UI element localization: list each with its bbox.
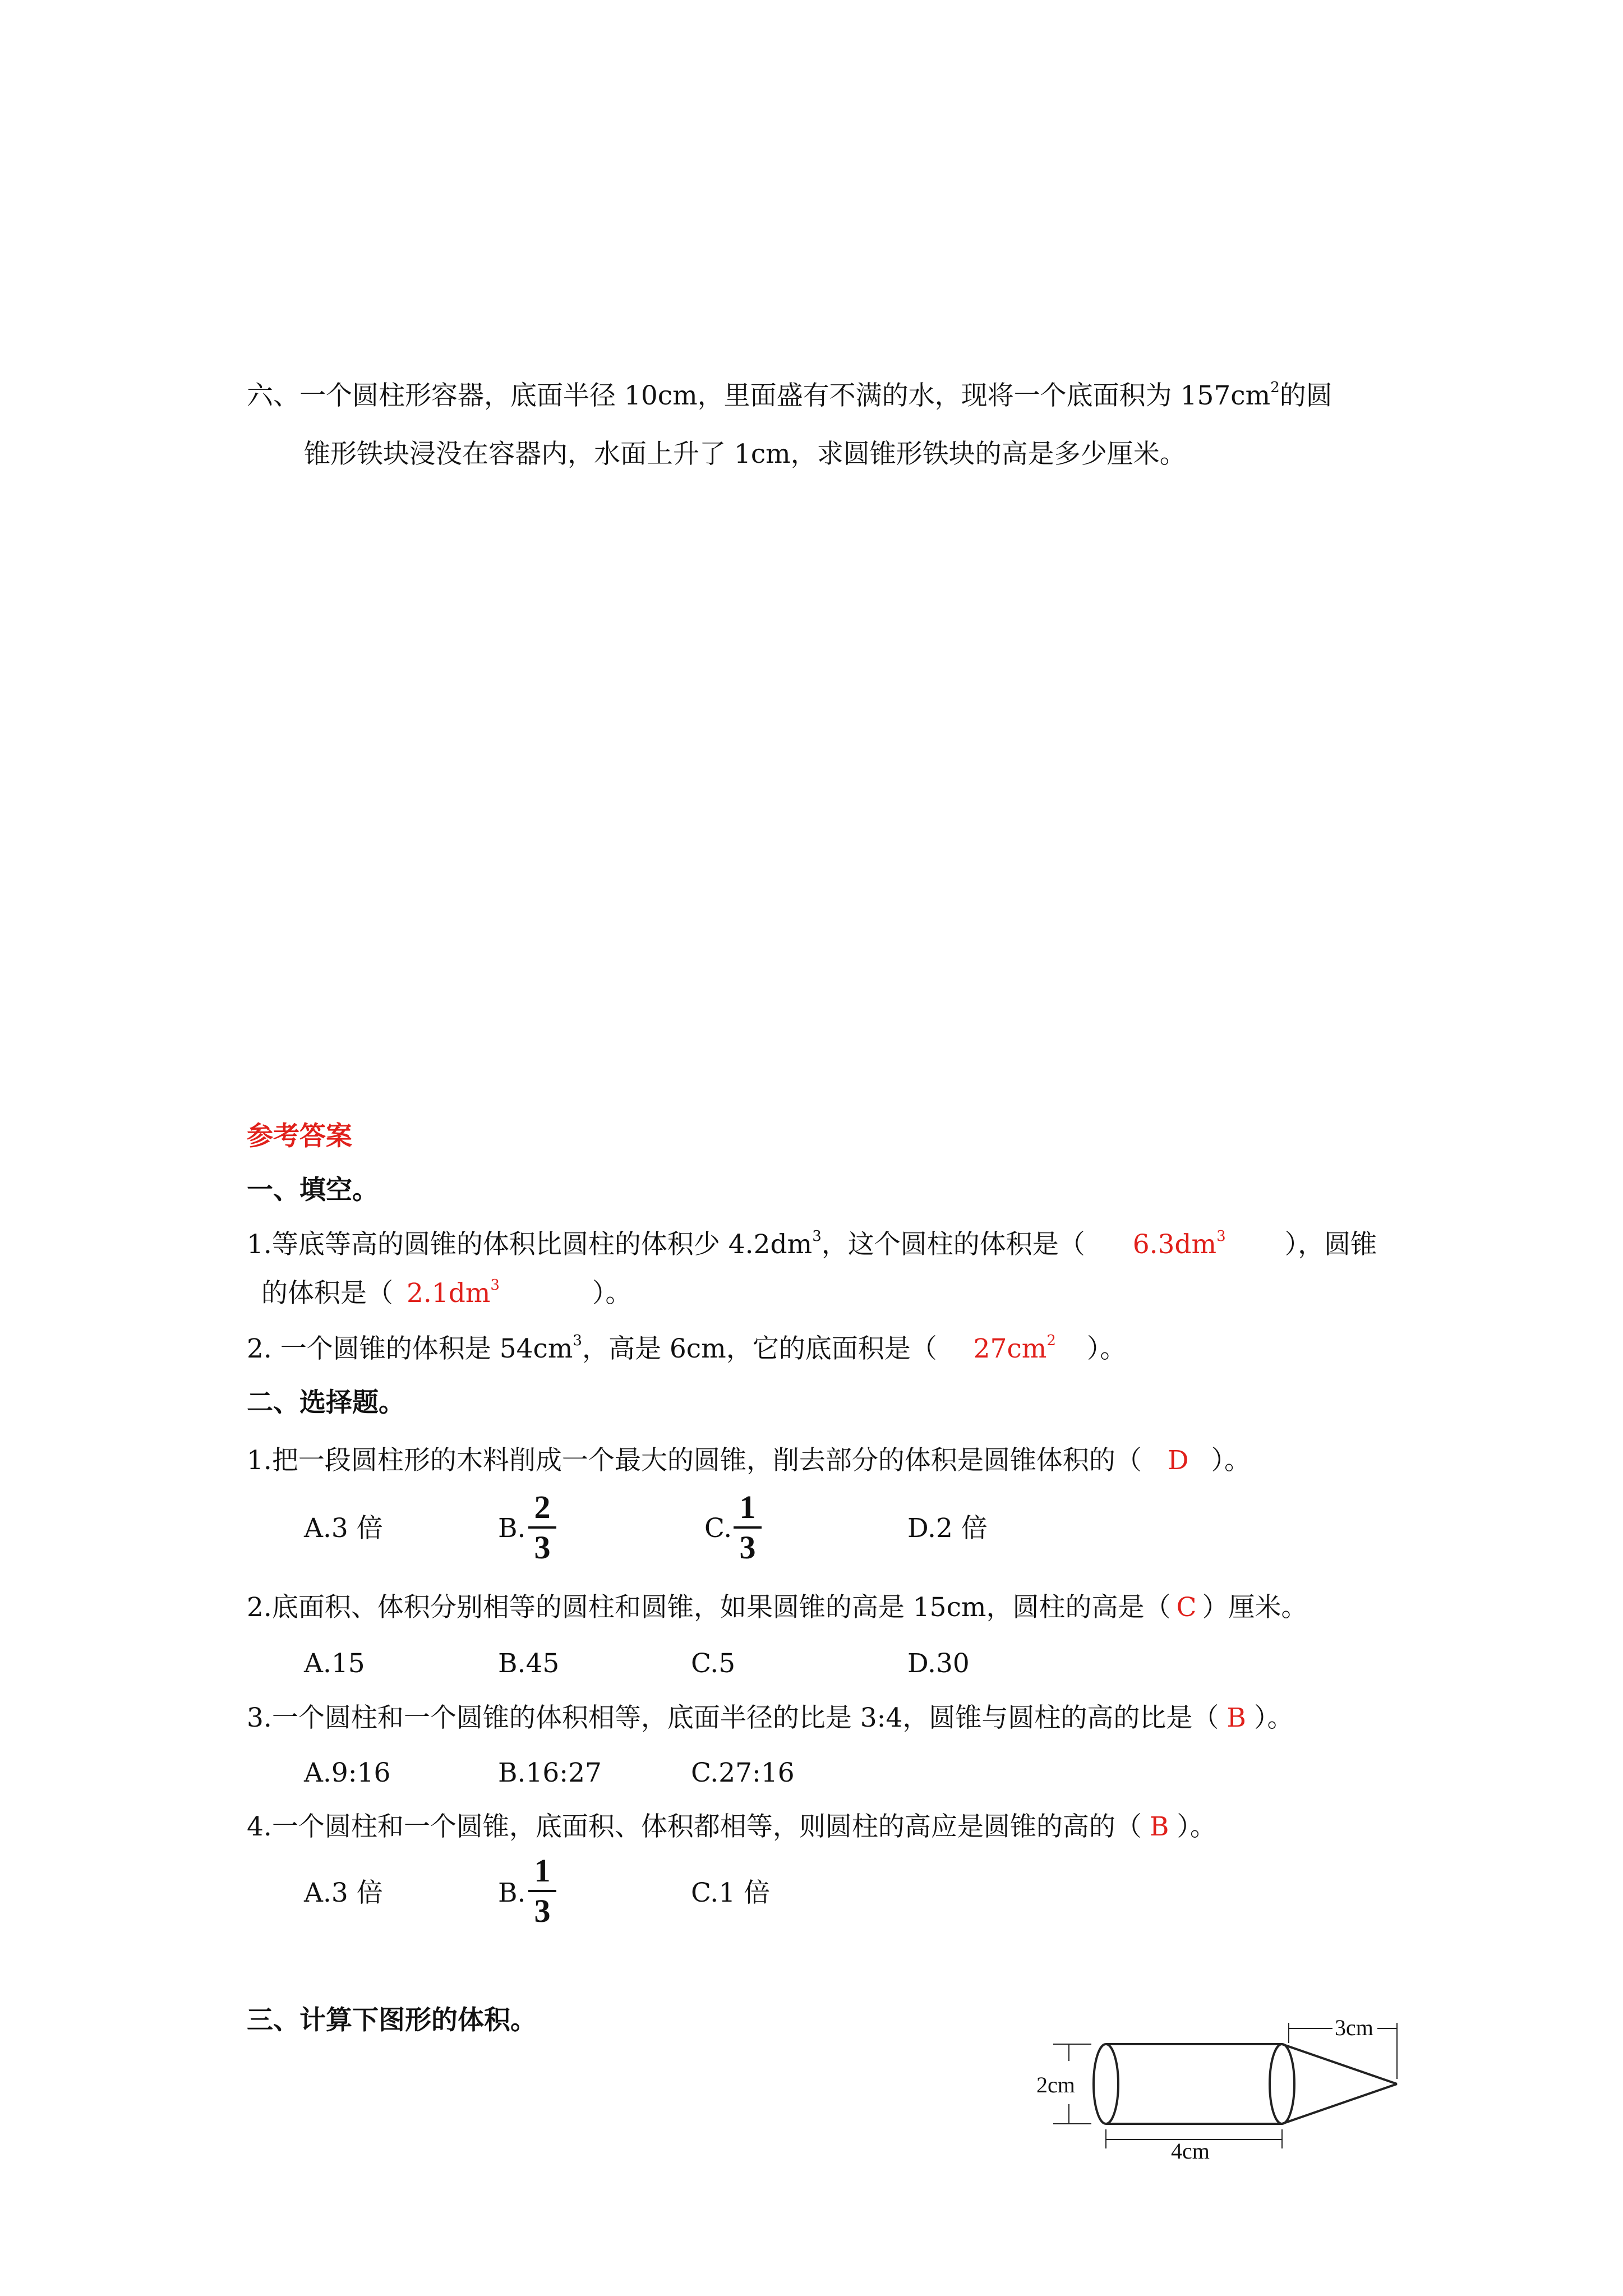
choice-3-option-c: C.27:16 [691,1757,795,1788]
answers-heading: 参考答案 [247,1121,352,1152]
choice-3-option-a: A.9:16 [304,1757,391,1788]
choice-2-option-b: B.45 [498,1648,560,1679]
choice-4-option-c: C.1 倍 [691,1878,771,1908]
choice-4-option-a: A.3 倍 [304,1878,383,1908]
choice-1-answer: D [1167,1445,1189,1476]
section-2-title: 二、选择题。 [247,1387,405,1418]
section-3-title: 三、计算下图形的体积。 [247,2005,537,2036]
choice-3-option-b: B.16:27 [498,1757,602,1788]
section-1-title: 一、填空。 [247,1175,379,1205]
figure-label-bottom: 4cm [1171,2138,1210,2163]
choice-1-option-c: C. [704,1513,732,1544]
choice-4-option-b: B. [498,1878,526,1908]
fill-1-answer-2: 2.1dm [407,1278,491,1309]
choice-2: 2.底面积、体积分别相等的圆柱和圆锥，如果圆锥的高是 15cm，圆柱的高是（ C ）厘米。 [247,1592,1308,1623]
choice-1-option-a: A.3 倍 [304,1513,383,1544]
figure-label-top: 3cm [1335,2015,1373,2040]
choice-1-option-b-fraction: 2 3 [528,1489,556,1566]
fill-2-answer: 27cm [973,1333,1047,1364]
cylinder-cone-figure [1030,2012,1456,2163]
choice-1-option-b: B. [498,1513,526,1544]
choice-4-answer: B [1149,1811,1169,1842]
figure-label-left: 2cm [1036,2072,1075,2097]
choice-4: 4.一个圆柱和一个圆锥，底面积、体积都相等，则圆柱的高应是圆锥的高的（ B ）。 [247,1811,1216,1842]
choice-3-answer: B [1227,1703,1246,1733]
choice-3: 3.一个圆柱和一个圆锥的体积相等，底面半径的比是 3:4，圆锥与圆柱的高的比是（ B ）。 [247,1703,1294,1733]
fill-1-line-2: 的体积是（ $2.1dm^3$ ）。 [261,1277,632,1309]
choice-2-option-a: A.15 [304,1648,365,1679]
fill-1-line-1: 1.等底等高的圆锥的体积比圆柱的体积少 $4.2dm^3$，这个圆柱的体积是（ $6.3dm^3$ ），圆锥 [247,1228,1377,1260]
fill-1-answer-1: 6.3dm [1132,1229,1217,1260]
choice-4-option-b-fraction: 1 3 [528,1853,556,1929]
choice-2-option-c: C.5 [691,1648,736,1679]
choice-2-answer: C [1176,1592,1197,1623]
choice-1: 1.把一段圆柱形的木料削成一个最大的圆锥，削去部分的体积是圆锥体积的（ D ）。 [247,1445,1251,1476]
choice-2-option-d: D.30 [907,1648,970,1679]
choice-1-option-d: D.2 倍 [907,1513,988,1544]
question-6-line-2: 锥形铁块浸没在容器内，水面上升了 1cm，求圆锥形铁块的高是多少厘米。 [304,439,1186,470]
question-6-line-1: 六、一个圆柱形容器，底面半径 10cm，里面盛有不满的水，现将一个底面积为 $157cm^2$的圆 [247,379,1332,411]
fill-2: 2. 一个圆锥的体积是 $54cm^3$，高是 6cm，它的底面积是（ $27cm^2$ ）。 [247,1332,1127,1364]
choice-1-option-c-fraction: 1 3 [734,1489,762,1566]
